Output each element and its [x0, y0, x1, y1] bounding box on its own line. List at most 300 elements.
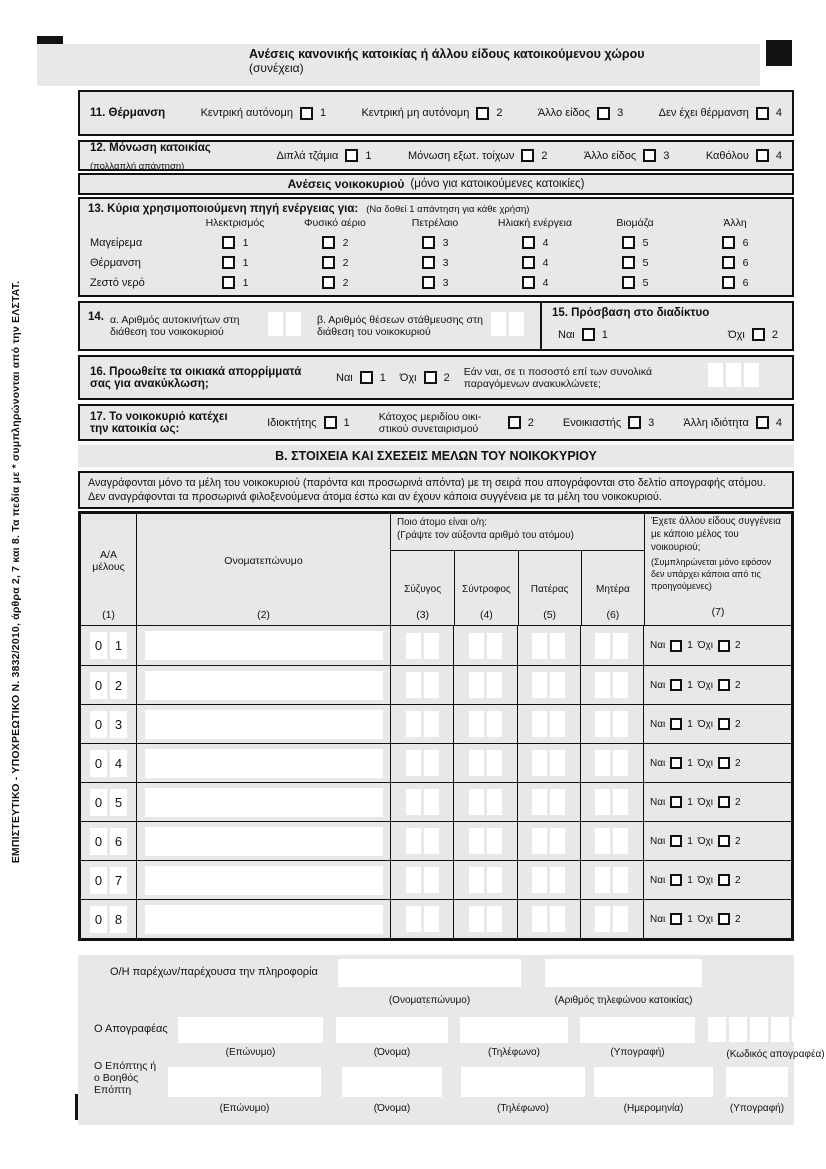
q17-option-3-label: Ενοικιαστής — [562, 416, 622, 429]
member-row-4 — [81, 743, 791, 782]
member-6-father-box-2[interactable] — [550, 828, 565, 854]
supervisor-label: Ο Επόπτης ή ο Βοηθός Επόπτη — [94, 1060, 157, 1097]
code-digit-box-3[interactable] — [750, 1017, 768, 1042]
member-2-partner-box-1[interactable] — [469, 672, 484, 698]
q11-checkbox-4[interactable] — [756, 107, 769, 120]
member-5-other-yes-checkbox[interactable] — [670, 796, 682, 808]
household-amenities-band — [78, 173, 794, 195]
col1-number: (1) — [102, 609, 115, 622]
member-5-name-input[interactable] — [145, 788, 383, 817]
q13-row-heating-label: Θέρμανση — [90, 256, 141, 269]
member-3-name-cell — [137, 705, 391, 743]
member-2-other-no-checkbox[interactable] — [718, 679, 730, 691]
member-1-spouse-box-2[interactable] — [424, 633, 439, 659]
q13-heating-biomass — [585, 256, 685, 269]
member-3-spouse-box-1[interactable] — [406, 711, 421, 737]
member-2-father-box-1[interactable] — [532, 672, 547, 698]
member-3-name-input[interactable] — [145, 710, 383, 739]
member-1-name-input[interactable] — [145, 631, 383, 660]
member-row-8 — [81, 899, 791, 938]
q12-option-4-label: Καθόλου — [705, 149, 749, 162]
member-1-father-box-2[interactable] — [550, 633, 565, 659]
q13-label: 13. Κύρια χρησιμοποιούμενη πηγή ενέργειας για: — [88, 203, 359, 215]
member-7-name-input[interactable] — [145, 866, 383, 895]
q13-heating-checkbox-1[interactable] — [222, 256, 235, 269]
member-7-mother-box-1[interactable] — [595, 867, 610, 893]
code-digit-box-2[interactable] — [729, 1017, 747, 1042]
q13-cooking-checkbox-1[interactable] — [222, 236, 235, 249]
code-digit-box-4[interactable] — [771, 1017, 789, 1042]
provider-name-input[interactable] — [338, 959, 521, 987]
no-label: Όχι — [697, 718, 714, 730]
member-7-mother-box-2[interactable] — [613, 867, 628, 893]
q14a-label: α. Αριθμός αυτοκινήτων στη διάθεση του νοικοκυριού — [110, 314, 240, 338]
member-2-mother-cell — [581, 666, 644, 704]
q17-checkbox-2[interactable] — [508, 416, 521, 429]
member-4-mother-box-1[interactable] — [595, 750, 610, 776]
q11-checkbox-2[interactable] — [476, 107, 489, 120]
q15-no-label: Όχι — [728, 328, 745, 341]
col7-note: (Συμπληρώνεται μόνο εφόσον δεν υπάρχει κάποια από τις προηγούμενες) — [651, 557, 772, 591]
member-8-partner-box-2[interactable] — [487, 906, 502, 932]
member-4-other-no-checkbox[interactable] — [718, 757, 730, 769]
member-8-other-no-checkbox[interactable] — [718, 913, 730, 925]
q15-yes-no — [552, 328, 782, 343]
household-band-title: Ανέσεις νοικοκυριού — [287, 177, 405, 191]
member-row-3 — [81, 704, 791, 743]
yes-label: Ναι — [650, 757, 666, 769]
q13-code: 5 — [642, 256, 649, 269]
col-member-number-header — [81, 514, 137, 625]
q12-sublabel: (πολλαπλή απάντηση) — [90, 160, 185, 172]
q14a-digit-box-2[interactable] — [286, 312, 301, 336]
q15-no-checkbox[interactable] — [752, 328, 765, 341]
provider-phone-caption: (Αριθμός τηλεφώνου κατοικίας) — [554, 995, 693, 1006]
yes-code: 1 — [687, 679, 693, 691]
supervisor-date-input[interactable] — [594, 1067, 713, 1097]
household-band-subtitle: (μόνο για κατοικούμενες κατοικίες) — [410, 178, 585, 190]
digit-box: 0 — [90, 632, 107, 659]
member-8-other-yes-checkbox[interactable] — [670, 913, 682, 925]
q11-option-3-label: Άλλο είδος — [537, 107, 591, 119]
member-6-partner-box-1[interactable] — [469, 828, 484, 854]
yes-label: Ναι — [650, 640, 666, 652]
enumerator-label: Ο Απογραφέας — [94, 1023, 168, 1035]
digit-box: 0 — [90, 828, 107, 855]
supervisor-signature-input[interactable] — [726, 1067, 788, 1097]
supervisor-phone-input[interactable] — [461, 1067, 585, 1097]
member-1-other-yes-checkbox[interactable] — [670, 640, 682, 652]
member-2-mother-box-1[interactable] — [595, 672, 610, 698]
member-3-father-cell — [518, 705, 581, 743]
code-digit-box-5[interactable] — [792, 1017, 810, 1042]
col3-number: (3) — [416, 609, 430, 622]
q16-yes-label: Ναι — [336, 371, 353, 384]
col2-label: Ονοματεπώνυμο — [224, 554, 303, 567]
member-6-name-input[interactable] — [145, 827, 383, 856]
member-8-name-cell — [137, 900, 391, 938]
member-7-other-relation-cell — [644, 861, 791, 899]
member-1-partner-cell — [454, 626, 517, 665]
member-2-other-yes-checkbox[interactable] — [670, 679, 682, 691]
q13-heating-solar — [485, 256, 585, 269]
member-6-other-yes-checkbox[interactable] — [670, 835, 682, 847]
member-7-other-yes-checkbox[interactable] — [670, 874, 682, 886]
q12-option-2-code: 2 — [541, 149, 548, 162]
q14b-digit-box-1[interactable] — [491, 312, 506, 336]
member-5-spouse-box-1[interactable] — [406, 789, 421, 815]
member-1-mother-box-1[interactable] — [595, 633, 610, 659]
q17-option-4-code: 4 — [775, 416, 782, 429]
col6-label: Μητέρα — [595, 584, 630, 596]
q16-no-code: 2 — [443, 371, 450, 384]
member-1-father-cell — [518, 626, 581, 665]
member-8-mother-box-1[interactable] — [595, 906, 610, 932]
q13-code: 4 — [542, 236, 549, 249]
supervisor-signature-caption: (Υπογραφή) — [729, 1103, 785, 1114]
member-4-other-yes-checkbox[interactable] — [670, 757, 682, 769]
q13-heating-checkbox-4[interactable] — [522, 256, 535, 269]
q16-no-checkbox[interactable] — [424, 371, 437, 384]
member-8-partner-box-1[interactable] — [469, 906, 484, 932]
digit-box: 0 — [90, 750, 107, 777]
member-1-father-box-1[interactable] — [532, 633, 547, 659]
yes-code: 1 — [687, 796, 693, 808]
member-6-mother-box-2[interactable] — [613, 828, 628, 854]
member-row-6 — [81, 821, 791, 860]
member-4-father-box-1[interactable] — [532, 750, 547, 776]
q13-code: 5 — [642, 236, 649, 249]
member-8-spouse-box-2[interactable] — [424, 906, 439, 932]
q13-code: 1 — [242, 276, 249, 289]
yes-code: 1 — [687, 913, 693, 925]
member-4-partner-box-1[interactable] — [469, 750, 484, 776]
enumerator-surname-input[interactable] — [178, 1017, 323, 1043]
member-6-father-box-1[interactable] — [532, 828, 547, 854]
q12-option-4 — [706, 149, 782, 162]
q13-heating-checkbox-5[interactable] — [622, 256, 635, 269]
member-6-name-cell — [137, 822, 391, 860]
yes-label: Ναι — [650, 913, 666, 925]
question-16-recycling — [78, 355, 794, 400]
col1-label: Α/Α μέλους — [92, 548, 125, 573]
member-7-other-no-checkbox[interactable] — [718, 874, 730, 886]
member-4-partner-box-2[interactable] — [487, 750, 502, 776]
member-4-name-cell — [137, 744, 391, 782]
member-7-spouse-box-2[interactable] — [424, 867, 439, 893]
member-3-father-box-2[interactable] — [550, 711, 565, 737]
member-8-father-box-1[interactable] — [532, 906, 547, 932]
member-7-father-box-2[interactable] — [550, 867, 565, 893]
q16-digit-box-2[interactable] — [726, 363, 741, 387]
member-8-other-relation-cell — [644, 900, 791, 938]
group-title: Ποιο άτομο είναι ο/η: — [397, 517, 487, 529]
q12-option-2 — [408, 149, 548, 162]
q13-cooking-checkbox-3[interactable] — [422, 236, 435, 249]
member-1-partner-box-2[interactable] — [487, 633, 502, 659]
q13-heating-oil — [385, 256, 485, 269]
member-2-other-relation-cell — [644, 666, 791, 704]
q13-hotwater-checkbox-2[interactable] — [322, 276, 335, 289]
q16-yes-code: 1 — [379, 371, 386, 384]
page-title: Ανέσεις κανονικής κατοικίας ή άλλου είδους κατοικούμενου χώρου — [249, 47, 645, 61]
member-1-other-relation-cell — [644, 626, 791, 665]
member-row-1 — [81, 626, 791, 665]
page-title-band — [37, 44, 760, 86]
q13-hotwater-oil — [385, 276, 485, 289]
q13-hotwater-checkbox-6[interactable] — [722, 276, 735, 289]
member-1-name-cell — [137, 626, 391, 665]
q13-heating-checkbox-2[interactable] — [322, 256, 335, 269]
q16-digit-box-1[interactable] — [708, 363, 723, 387]
member-4-other-relation-cell — [644, 744, 791, 782]
member-3-other-relation-cell — [644, 705, 791, 743]
member-6-spouse-box-2[interactable] — [424, 828, 439, 854]
member-1-mother-box-2[interactable] — [613, 633, 628, 659]
member-6-mother-cell — [581, 822, 644, 860]
member-5-mother-cell — [581, 783, 644, 821]
q13-hotwater-checkbox-1[interactable] — [222, 276, 235, 289]
q14b-digit-box-2[interactable] — [509, 312, 524, 336]
q13-cooking-checkbox-4[interactable] — [522, 236, 535, 249]
enumerator-code-caption: (Κωδικός απογραφέα) — [726, 1049, 825, 1060]
q11-option-2-label: Κεντρική μη αυτόνομη — [361, 107, 470, 119]
member-6-partner-cell — [454, 822, 517, 860]
q11-option-4 — [659, 107, 782, 120]
member-6-other-no-checkbox[interactable] — [718, 835, 730, 847]
q13-code: 4 — [542, 256, 549, 269]
enumerator-signature-caption: (Υπογραφή) — [610, 1047, 665, 1058]
member-7-partner-box-1[interactable] — [469, 867, 484, 893]
no-code: 2 — [735, 640, 741, 652]
member-4-mother-cell — [581, 744, 644, 782]
q11-checkbox-3[interactable] — [597, 107, 610, 120]
q13-heating-gas — [285, 256, 385, 269]
member-3-father-box-1[interactable] — [532, 711, 547, 737]
q13-code: 1 — [242, 236, 249, 249]
q14a-digit-box-1[interactable] — [268, 312, 283, 336]
member-5-mother-box-2[interactable] — [613, 789, 628, 815]
q13-hotwater-checkbox-3[interactable] — [422, 276, 435, 289]
member-3-number — [81, 705, 137, 743]
enumerator-firstname-input[interactable] — [336, 1017, 448, 1043]
q13-code: 2 — [342, 236, 349, 249]
supervisor-surname-caption: (Επώνυμο) — [219, 1103, 270, 1114]
member-4-spouse-box-1[interactable] — [406, 750, 421, 776]
code-digit-box-1[interactable] — [708, 1017, 726, 1042]
member-2-number — [81, 666, 137, 704]
member-8-partner-cell — [454, 900, 517, 938]
member-3-other-yes-checkbox[interactable] — [670, 718, 682, 730]
enumerator-surname-caption: (Επώνυμο) — [225, 1047, 276, 1058]
q13-heating-checkbox-6[interactable] — [722, 256, 735, 269]
q15-yes-checkbox[interactable] — [582, 328, 595, 341]
member-7-number — [81, 861, 137, 899]
member-2-spouse-cell — [391, 666, 454, 704]
q11-option-3-code: 3 — [617, 107, 624, 119]
member-5-other-no-checkbox[interactable] — [718, 796, 730, 808]
member-2-father-box-2[interactable] — [550, 672, 565, 698]
question-14-15-row — [78, 301, 794, 351]
member-5-mother-box-1[interactable] — [595, 789, 610, 815]
member-6-spouse-cell — [391, 822, 454, 860]
member-2-mother-box-2[interactable] — [613, 672, 628, 698]
q13-hotwater-checkbox-4[interactable] — [522, 276, 535, 289]
household-members-table — [78, 511, 794, 941]
q12-option-3 — [584, 149, 669, 162]
q17-checkbox-1[interactable] — [324, 416, 337, 429]
member-3-mother-box-1[interactable] — [595, 711, 610, 737]
member-1-spouse-box-1[interactable] — [406, 633, 421, 659]
member-8-spouse-cell — [391, 900, 454, 938]
q13-row-cooking-label: Μαγείρεμα — [90, 236, 143, 249]
q14-number: 14. — [88, 311, 104, 323]
q13-cooking-checkbox-6[interactable] — [722, 236, 735, 249]
yes-code: 1 — [687, 757, 693, 769]
col7-number: (7) — [711, 606, 725, 619]
member-3-spouse-box-2[interactable] — [424, 711, 439, 737]
provider-phone-input[interactable] — [545, 959, 702, 987]
member-3-other-no-checkbox[interactable] — [718, 718, 730, 730]
member-1-other-no-checkbox[interactable] — [718, 640, 730, 652]
member-4-partner-cell — [454, 744, 517, 782]
no-label: Όχι — [697, 874, 714, 886]
member-6-mother-box-1[interactable] — [595, 828, 610, 854]
member-5-number — [81, 783, 137, 821]
q13-code: 3 — [442, 276, 449, 289]
digit-box: 0 — [90, 906, 107, 933]
no-code: 2 — [735, 718, 741, 730]
q13-cooking-biomass — [585, 236, 685, 249]
member-4-father-box-2[interactable] — [550, 750, 565, 776]
col-partner-header — [454, 551, 517, 625]
q13-cooking-checkbox-2[interactable] — [322, 236, 335, 249]
member-8-mother-box-2[interactable] — [613, 906, 628, 932]
col-mother-header — [581, 551, 644, 625]
member-5-father-cell — [518, 783, 581, 821]
q14a-input — [268, 312, 301, 341]
member-5-father-box-1[interactable] — [532, 789, 547, 815]
member-2-spouse-box-2[interactable] — [424, 672, 439, 698]
q13-cooking-oil — [385, 236, 485, 249]
question-15-internet — [542, 303, 792, 349]
member-8-spouse-box-1[interactable] — [406, 906, 421, 932]
yes-label: Ναι — [650, 679, 666, 691]
relationship-subcolumns — [391, 551, 644, 625]
q12-checkbox-4[interactable] — [756, 149, 769, 162]
member-4-mother-box-2[interactable] — [613, 750, 628, 776]
q11-checkbox-1[interactable] — [300, 107, 313, 120]
q17-checkbox-3[interactable] — [628, 416, 641, 429]
q12-option-3-label: Άλλο είδος — [583, 149, 637, 162]
q13-col-5-header: Βιομάζα — [616, 217, 654, 229]
q13-cooking-checkbox-5[interactable] — [622, 236, 635, 249]
q13-col-3-header: Πετρέλαιο — [411, 217, 459, 229]
signatures-footer — [78, 955, 825, 1125]
member-6-partner-box-2[interactable] — [487, 828, 502, 854]
enumerator-code-input — [708, 1017, 826, 1042]
member-row-2 — [81, 665, 791, 704]
supervisor-firstname-input[interactable] — [342, 1067, 442, 1097]
yes-code: 1 — [687, 835, 693, 847]
q12-checkbox-3[interactable] — [643, 149, 656, 162]
group-note: (Γράψτε τον αύξοντα αριθμό του ατόμου) — [397, 530, 574, 542]
q15-no-code: 2 — [771, 328, 778, 341]
q13-hotwater-biomass — [585, 276, 685, 289]
member-5-partner-box-1[interactable] — [469, 789, 484, 815]
q13-code: 5 — [642, 276, 649, 289]
member-3-mother-box-2[interactable] — [613, 711, 628, 737]
enumerator-signature-input[interactable] — [580, 1017, 695, 1043]
member-5-father-box-2[interactable] — [550, 789, 565, 815]
q12-option-3-code: 3 — [663, 149, 670, 162]
q16-yes-checkbox[interactable] — [360, 371, 373, 384]
member-2-name-input[interactable] — [145, 671, 383, 700]
member-4-spouse-box-2[interactable] — [424, 750, 439, 776]
code-digit-box-6[interactable] — [813, 1017, 826, 1042]
member-2-spouse-box-1[interactable] — [406, 672, 421, 698]
member-1-partner-box-1[interactable] — [469, 633, 484, 659]
member-7-spouse-box-1[interactable] — [406, 867, 421, 893]
member-6-spouse-box-1[interactable] — [406, 828, 421, 854]
q13-col-6-header: Άλλη — [723, 217, 747, 229]
q13-hotwater-checkbox-5[interactable] — [622, 276, 635, 289]
member-4-name-input[interactable] — [145, 749, 383, 778]
q12-checkbox-1[interactable] — [345, 149, 358, 162]
q17-option-2-code: 2 — [527, 416, 534, 429]
supervisor-surname-input[interactable] — [168, 1067, 321, 1097]
q13-heating-checkbox-3[interactable] — [422, 256, 435, 269]
enumerator-phone-input[interactable] — [460, 1017, 568, 1043]
member-7-partner-box-2[interactable] — [487, 867, 502, 893]
q13-col-2-header: Φυσικό αέριο — [304, 217, 366, 229]
member-3-partner-box-2[interactable] — [487, 711, 502, 737]
q12-checkbox-2[interactable] — [521, 149, 534, 162]
member-7-father-cell — [518, 861, 581, 899]
digit-box: 3 — [110, 711, 127, 738]
q13-hotwater-electricity — [185, 276, 285, 289]
q17-checkbox-4[interactable] — [756, 416, 769, 429]
q17-option-2-label: Κάτοχος μεριδίου οικι-στικού συνεταιρισμού — [378, 410, 482, 435]
q13-hotwater-other — [685, 276, 785, 289]
supervisor-date-caption: (Ημερομηνία) — [623, 1103, 684, 1114]
member-5-partner-box-2[interactable] — [487, 789, 502, 815]
digit-box: 6 — [110, 828, 127, 855]
q16-percentage-input — [708, 363, 759, 392]
question-12-insulation — [78, 140, 794, 171]
member-5-spouse-box-2[interactable] — [424, 789, 439, 815]
q13-code: 3 — [442, 256, 449, 269]
member-7-father-box-1[interactable] — [532, 867, 547, 893]
member-1-mother-cell — [581, 626, 644, 665]
member-8-number — [81, 900, 137, 938]
q16-digit-box-3[interactable] — [744, 363, 759, 387]
col-father-header — [518, 551, 581, 625]
member-8-father-box-2[interactable] — [550, 906, 565, 932]
provider-name-caption: (Ονοματεπώνυμο) — [388, 995, 471, 1006]
member-8-name-input[interactable] — [145, 905, 383, 934]
q13-code: 6 — [742, 276, 749, 289]
member-3-partner-box-1[interactable] — [469, 711, 484, 737]
q17-option-3-code: 3 — [648, 416, 655, 429]
member-2-partner-box-2[interactable] — [487, 672, 502, 698]
q13-hotwater-solar — [485, 276, 585, 289]
member-6-father-cell — [518, 822, 581, 860]
q16-no-label: Όχι — [399, 371, 417, 384]
q13-col-1-header: Ηλεκτρισμός — [205, 217, 265, 229]
yes-label: Ναι — [650, 718, 666, 730]
yes-label: Ναι — [650, 835, 666, 847]
